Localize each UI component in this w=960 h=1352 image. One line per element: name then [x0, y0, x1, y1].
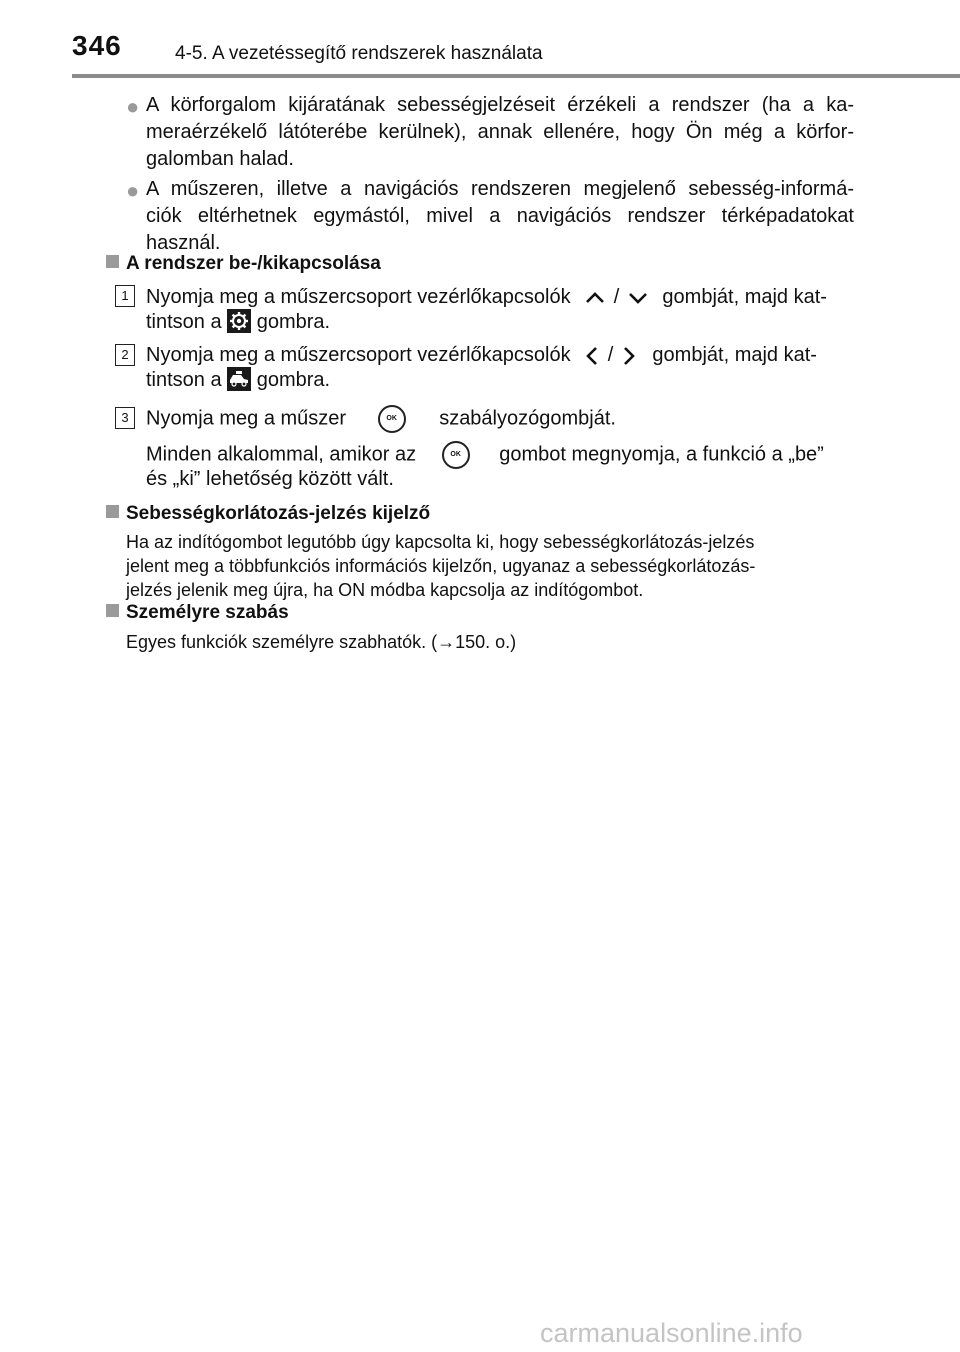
chevron-up-icon: [582, 288, 608, 308]
ok-button-icon: OK: [378, 405, 406, 433]
bullet-paragraph: [146, 176, 854, 257]
heading-square-icon: [106, 604, 119, 617]
step-text: gombját, majd kat-: [662, 286, 827, 308]
step-line: [146, 284, 827, 311]
step-line: [146, 309, 330, 336]
page-number: 346: [72, 30, 122, 61]
separator-slash: /: [613, 286, 620, 308]
text-line: jelzés jelenik meg újra, ha ON módba kapcsolja az indítógombot.: [126, 580, 644, 600]
step-text: gombot megnyomja, a funkció a „be”: [499, 443, 824, 466]
text-line: A körforgalom kijáratának sebességjelzéseit érzékeli a rendszer (ha a ka-: [146, 94, 854, 116]
step-text: Minden alkalommal, amikor az: [146, 443, 417, 466]
step-text: tintson a: [146, 369, 222, 391]
section-heading: [106, 602, 289, 624]
arrow-icon: →: [437, 632, 456, 652]
text-line: Ha az indítógombot legutóbb úgy kapcsolta ki, hogy sebességkorlátozás-jelzés: [126, 532, 755, 552]
text-fragment: Egyes funkciók személyre szabhatók. (: [126, 632, 438, 652]
step-line: és „ki” lehetőség között vált.: [146, 468, 394, 490]
step-text: gombra.: [256, 311, 331, 333]
bullet-dot: ●: [126, 178, 140, 203]
section-heading: [106, 253, 381, 275]
ok-button-icon: OK: [442, 441, 470, 469]
heading-square-icon: [106, 505, 119, 518]
page-header: [0, 0, 960, 80]
chevron-left-icon: [582, 344, 602, 368]
chevron-right-icon: [619, 344, 639, 368]
heading-square-icon: [106, 255, 119, 268]
text-line: jelent meg a többfunkciós információs kijelzőn, ugyanaz a sebességkorlátozás-: [126, 556, 756, 576]
step-text: szabályozógombját.: [439, 407, 616, 430]
section-paragraph: [126, 630, 856, 654]
step-text: tintson a: [146, 311, 222, 333]
step-text: Nyomja meg a műszer: [146, 407, 347, 430]
header-divider: [72, 74, 960, 78]
settings-gear-icon: [227, 309, 251, 333]
section-heading: [106, 503, 430, 525]
step-number-box: 3: [115, 407, 135, 429]
text-line: A műszeren, illetve a navigációs rendszeren megjelenő sebesség-informá-: [146, 178, 854, 200]
text-line: meraérzékelő látóterébe kerülnek), annak ellenére, hogy Ön még a körfor-: [146, 121, 854, 143]
bullet-paragraph: [146, 92, 854, 173]
step-text: gombját, majd kat-: [652, 344, 817, 366]
step-text: Nyomja meg a műszercsoport vezérlőkapcsolók: [146, 344, 571, 366]
bullet-dot: ●: [126, 94, 140, 119]
step-line: [146, 342, 817, 369]
step-number-box: 2: [115, 344, 135, 366]
watermark: carmanualsonline.info: [540, 1318, 803, 1348]
step-line: [146, 367, 330, 394]
step-line: [146, 441, 824, 469]
section-paragraph: [126, 530, 856, 602]
step-number-box: 1: [115, 285, 135, 307]
heading-text: A rendszer be-/kikapcsolása: [126, 253, 381, 274]
text-line: ciók eltérhetnek egymástól, mivel a navigációs rendszer térképadatokat: [146, 205, 854, 227]
page-reference-link[interactable]: 150. o.): [455, 632, 517, 652]
step-line: [146, 405, 616, 433]
heading-text: Sebességkorlátozás-jelzés kijelző: [126, 503, 431, 524]
car-sign-icon: [227, 367, 251, 391]
section-title: 4-5. A vezetéssegítő rendszerek használata: [175, 43, 543, 64]
separator-slash: /: [607, 344, 614, 366]
text-line: galomban halad.: [146, 148, 294, 170]
step-text: gombra.: [256, 369, 331, 391]
chevron-down-icon: [625, 288, 651, 308]
heading-text: Személyre szabás: [126, 602, 289, 623]
step-text: Nyomja meg a műszercsoport vezérlőkapcsolók: [146, 286, 571, 308]
text-line: használ.: [146, 232, 221, 254]
